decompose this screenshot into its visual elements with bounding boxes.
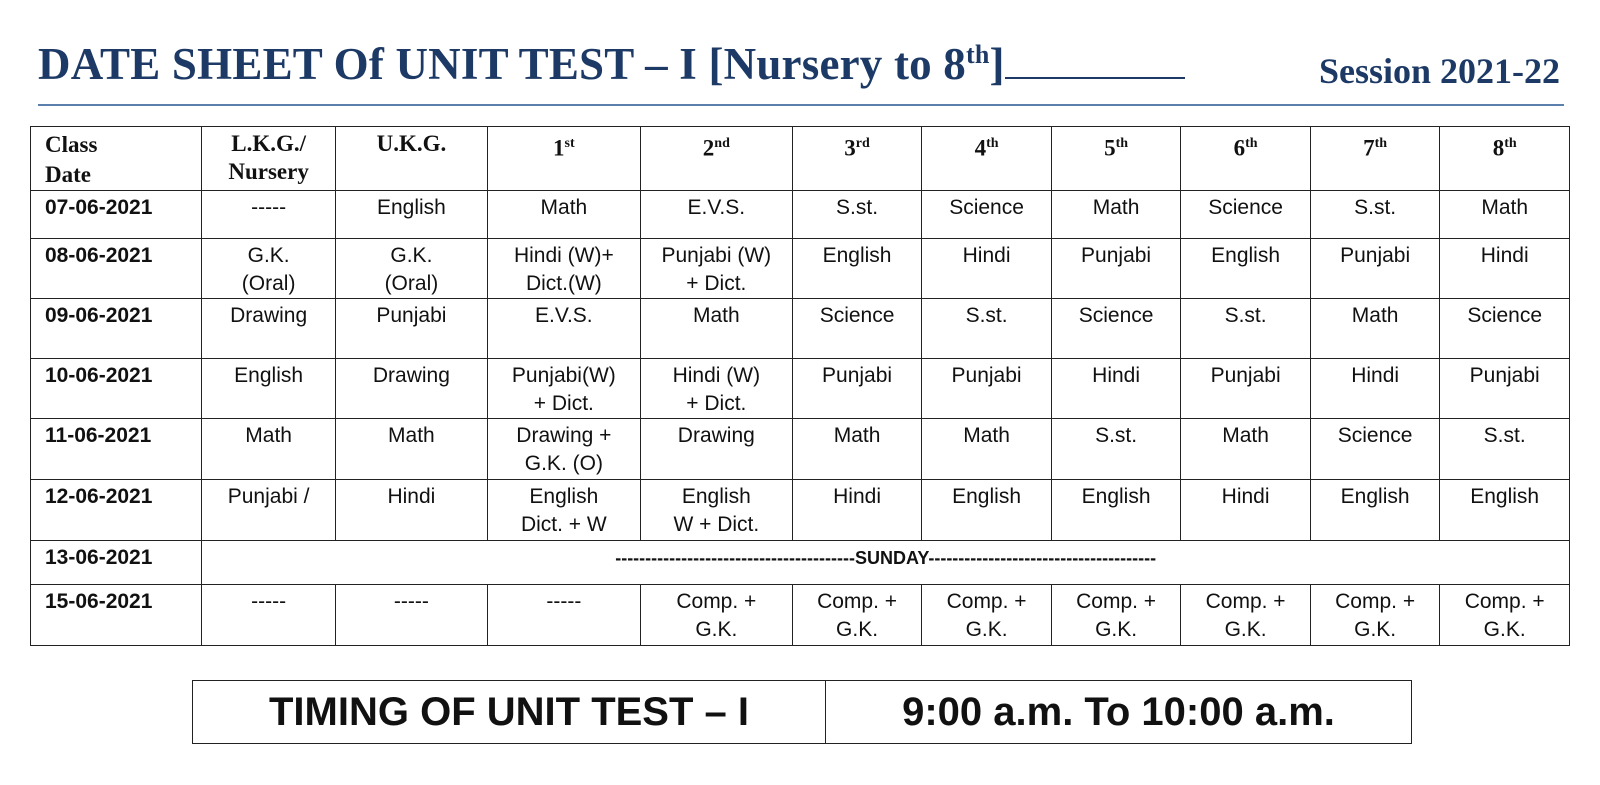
column-header-label: 8 xyxy=(1492,135,1505,161)
subject-text: Punjabi xyxy=(951,363,1022,387)
subject-text: English xyxy=(1211,243,1281,267)
subject-cell xyxy=(1051,299,1181,359)
subject-cell xyxy=(1051,191,1181,239)
subject-cell xyxy=(640,191,792,239)
table-body xyxy=(31,191,1570,646)
column-header-label: L.K.G./ xyxy=(231,131,306,156)
subject-text: Math xyxy=(245,424,292,448)
subject-text: Drawing xyxy=(677,424,755,448)
column-header-sublabel: Nursery xyxy=(228,159,309,184)
subject-cell xyxy=(792,480,922,541)
date-cell: 09-06-2021 xyxy=(31,299,202,359)
subject-cell xyxy=(1051,419,1181,480)
table-row xyxy=(31,419,1570,480)
subject-cell xyxy=(922,585,1052,646)
subject-cell xyxy=(640,299,792,359)
holiday-cell: ----------------------------------------SUNDAY-------------------------------------- xyxy=(202,540,1570,584)
subject-cell xyxy=(1051,358,1181,419)
subject-text: Math xyxy=(692,304,740,328)
page-header xyxy=(38,38,1564,102)
session-label: Session 2021-22 xyxy=(1318,51,1560,91)
subject-text: Drawing + xyxy=(516,424,612,448)
column-header-label: 6 xyxy=(1233,135,1246,161)
subject-cell xyxy=(1440,585,1570,646)
subject-cell xyxy=(202,358,336,419)
subject-text: (Oral) xyxy=(384,271,439,295)
subject-cell xyxy=(202,480,336,541)
timing-box xyxy=(192,680,1412,744)
subject-cell xyxy=(922,419,1052,480)
subject-cell xyxy=(1051,238,1181,299)
subject-cell xyxy=(487,358,640,419)
subject-text: W + Dict. xyxy=(673,513,760,537)
subject-cell xyxy=(1310,480,1440,541)
subject-cell xyxy=(487,419,640,480)
subject-cell xyxy=(792,585,922,646)
table-row xyxy=(31,191,1570,239)
subject-cell xyxy=(1181,480,1311,541)
subject-cell xyxy=(922,358,1052,419)
subject-cell xyxy=(202,419,336,480)
subject-cell xyxy=(487,585,640,646)
subject-text: ----- xyxy=(546,590,582,614)
subject-cell xyxy=(335,299,487,359)
subject-cell xyxy=(792,238,922,299)
date-sheet-table xyxy=(30,126,1570,646)
subject-text: Punjabi / xyxy=(227,485,310,509)
subject-text: Comp. + xyxy=(1076,590,1157,614)
subject-text: Comp. + xyxy=(1205,590,1286,614)
subject-cell xyxy=(1440,480,1570,541)
subject-cell xyxy=(335,480,487,541)
subject-text: English xyxy=(529,485,599,509)
subject-text: S.st. xyxy=(1483,424,1526,448)
date-cell: 11-06-2021 xyxy=(31,419,202,480)
subject-cell xyxy=(1310,585,1440,646)
title-bracket: ] xyxy=(989,39,1005,89)
subject-cell xyxy=(1051,480,1181,541)
subject-text: Math xyxy=(1222,424,1269,448)
corner-class-label: Class xyxy=(45,132,98,157)
subject-text: E.V.S. xyxy=(535,304,593,328)
subject-text: Science xyxy=(1337,424,1413,448)
subject-text: + Dict. xyxy=(686,271,747,295)
subject-cell xyxy=(922,299,1052,359)
subject-text: Dict. + W xyxy=(520,513,607,537)
subject-text: G.K. xyxy=(1483,618,1526,642)
column-header-label: 4 xyxy=(974,135,987,161)
column-header-superscript: st xyxy=(564,136,575,151)
subject-text: G.K. xyxy=(1224,618,1267,642)
subject-cell xyxy=(792,299,922,359)
title-superscript: th xyxy=(965,40,990,69)
subject-text: Punjabi xyxy=(822,363,893,387)
column-header-superscript: th xyxy=(1504,136,1517,151)
subject-text: Comp. + xyxy=(676,590,757,614)
column-header xyxy=(1440,127,1570,191)
date-cell: 15-06-2021 xyxy=(31,585,202,646)
subject-text: Science xyxy=(949,196,1024,219)
subject-text: English xyxy=(1081,485,1151,509)
subject-text: Dict.(W) xyxy=(525,271,602,295)
subject-text: G.K. xyxy=(390,243,433,267)
subject-cell xyxy=(922,191,1052,239)
subject-text: English xyxy=(822,243,892,267)
subject-text: Punjabi xyxy=(1210,363,1281,387)
header-row xyxy=(31,127,1570,191)
subject-text: Comp. + xyxy=(946,590,1027,614)
subject-text: Hindi xyxy=(387,485,436,509)
subject-text: English xyxy=(234,363,304,387)
subject-text: Punjabi xyxy=(1469,363,1540,387)
subject-text: Math xyxy=(833,424,881,448)
subject-text: Math xyxy=(1481,196,1529,219)
subject-text: + Dict. xyxy=(686,391,747,415)
subject-text: Hindi xyxy=(1351,363,1400,387)
subject-text: Punjabi xyxy=(1340,243,1411,267)
subject-text: Hindi xyxy=(1092,363,1141,387)
subject-cell xyxy=(202,238,336,299)
subject-text: Math xyxy=(963,424,1010,448)
subject-text: Comp. + xyxy=(817,590,898,614)
subject-text: Hindi xyxy=(1480,243,1529,267)
subject-text: Hindi xyxy=(833,485,881,509)
date-cell: 13-06-2021 xyxy=(31,540,202,584)
column-header xyxy=(792,127,922,191)
date-cell: 07-06-2021 xyxy=(31,191,202,239)
column-header xyxy=(1310,127,1440,191)
subject-text: S.st. xyxy=(965,304,1008,328)
subject-text: S.st. xyxy=(1354,196,1397,219)
header-rule xyxy=(38,104,1564,106)
subject-text: + Dict. xyxy=(533,391,594,415)
subject-cell xyxy=(1310,419,1440,480)
subject-text: G.K. xyxy=(1095,618,1138,642)
subject-cell xyxy=(1181,238,1311,299)
subject-text: Hindi xyxy=(962,243,1011,267)
title-text: DATE SHEET Of UNIT TEST – I [Nursery to 8 xyxy=(38,39,966,89)
subject-text: Comp. + xyxy=(1464,590,1545,614)
subject-cell xyxy=(1440,358,1570,419)
title-underline-extension xyxy=(1005,49,1185,79)
subject-cell xyxy=(335,238,487,299)
subject-cell xyxy=(1440,191,1570,239)
subject-text: Science xyxy=(1078,304,1154,328)
column-header-label: 1 xyxy=(553,135,565,161)
column-header xyxy=(335,127,487,191)
subject-text: Comp. + xyxy=(1335,590,1416,614)
subject-text: S.st. xyxy=(1095,424,1138,448)
date-cell: 10-06-2021 xyxy=(31,358,202,419)
subject-cell xyxy=(335,419,487,480)
subject-text: G.K. xyxy=(965,618,1008,642)
subject-text: English xyxy=(376,196,446,219)
table-row xyxy=(31,358,1570,419)
table-row xyxy=(31,299,1570,359)
subject-text: G.K. xyxy=(836,618,879,642)
subject-text: ----- xyxy=(393,590,429,614)
table-row xyxy=(31,480,1570,541)
column-header-label: 7 xyxy=(1363,135,1375,161)
subject-text: Math xyxy=(388,424,435,448)
subject-text: Punjabi(W) xyxy=(511,363,616,387)
column-header-label: 2 xyxy=(702,135,715,161)
subject-text: Hindi xyxy=(1221,485,1270,509)
subject-cell xyxy=(922,480,1052,541)
column-header-superscript: th xyxy=(1374,136,1388,151)
column-header xyxy=(487,127,640,191)
subject-cell xyxy=(335,358,487,419)
subject-cell xyxy=(922,238,1052,299)
subject-text: English xyxy=(952,485,1022,509)
column-header-superscript: th xyxy=(1115,136,1129,151)
column-header-superscript: th xyxy=(1245,136,1258,151)
subject-text: ----- xyxy=(251,196,287,219)
subject-text: G.K. (O) xyxy=(524,452,603,476)
column-header xyxy=(202,127,336,191)
subject-cell xyxy=(202,585,336,646)
subject-cell xyxy=(640,419,792,480)
table-row xyxy=(31,540,1570,584)
subject-cell xyxy=(1181,585,1311,646)
subject-text: S.st. xyxy=(836,196,879,219)
subject-text: Science xyxy=(1467,304,1543,328)
subject-cell xyxy=(487,191,640,239)
subject-cell xyxy=(1310,358,1440,419)
subject-text: Punjabi (W) xyxy=(661,243,772,267)
subject-text: English xyxy=(1470,485,1540,509)
subject-cell xyxy=(792,191,922,239)
subject-cell xyxy=(1181,191,1311,239)
column-header-superscript: rd xyxy=(855,136,870,151)
subject-text: E.V.S. xyxy=(687,196,746,219)
subject-text: Science xyxy=(1208,196,1283,219)
subject-text: G.K. xyxy=(247,243,290,267)
subject-cell xyxy=(335,585,487,646)
subject-text: (Oral) xyxy=(241,271,296,295)
subject-text: G.K. xyxy=(1354,618,1397,642)
column-header-label: U.K.G. xyxy=(376,131,447,156)
subject-cell xyxy=(202,191,336,239)
subject-text: Punjabi xyxy=(376,304,447,328)
subject-cell xyxy=(487,299,640,359)
subject-cell xyxy=(1310,191,1440,239)
subject-text: G.K. xyxy=(695,618,738,642)
subject-text: Punjabi xyxy=(1081,243,1152,267)
column-header-label: 3 xyxy=(844,135,856,161)
column-header xyxy=(922,127,1052,191)
subject-cell xyxy=(792,358,922,419)
subject-cell xyxy=(335,191,487,239)
subject-text: Drawing xyxy=(372,363,450,387)
subject-text: ----- xyxy=(251,590,287,614)
subject-text: Hindi (W)+ xyxy=(513,243,614,267)
subject-cell xyxy=(792,419,922,480)
subject-cell xyxy=(640,238,792,299)
column-header xyxy=(640,127,792,191)
page-title xyxy=(38,38,1185,90)
column-header xyxy=(1051,127,1181,191)
timing-value: 9:00 a.m. To 10:00 a.m. xyxy=(902,689,1335,734)
subject-cell xyxy=(1051,585,1181,646)
subject-text: English xyxy=(1340,485,1410,509)
subject-cell xyxy=(487,480,640,541)
column-header-superscript: nd xyxy=(714,136,730,151)
subject-cell xyxy=(1440,419,1570,480)
column-header-superscript: th xyxy=(986,136,999,151)
subject-cell xyxy=(1440,238,1570,299)
table-row xyxy=(31,585,1570,646)
subject-cell xyxy=(1181,358,1311,419)
column-header xyxy=(1181,127,1311,191)
subject-text: Science xyxy=(819,304,895,328)
subject-text: Hindi (W) xyxy=(672,363,761,387)
date-cell: 08-06-2021 xyxy=(31,238,202,299)
subject-cell xyxy=(202,299,336,359)
date-cell: 12-06-2021 xyxy=(31,480,202,541)
column-header-label: 5 xyxy=(1104,135,1116,161)
corner-cell xyxy=(31,127,202,191)
table-row xyxy=(31,238,1570,299)
subject-cell xyxy=(640,480,792,541)
subject-cell xyxy=(1310,299,1440,359)
corner-date-label: Date xyxy=(45,162,91,187)
subject-cell xyxy=(1181,299,1311,359)
subject-cell xyxy=(487,238,640,299)
subject-cell xyxy=(640,358,792,419)
subject-text: Drawing xyxy=(230,304,308,328)
timing-label: TIMING OF UNIT TEST – I xyxy=(193,681,826,743)
subject-cell xyxy=(640,585,792,646)
subject-text: Math xyxy=(1351,304,1399,328)
subject-cell xyxy=(1181,419,1311,480)
subject-text: English xyxy=(681,485,751,509)
subject-cell xyxy=(1310,238,1440,299)
subject-text: Math xyxy=(1092,196,1140,219)
subject-text: S.st. xyxy=(1224,304,1267,328)
subject-cell xyxy=(1440,299,1570,359)
subject-text: Math xyxy=(540,196,588,219)
